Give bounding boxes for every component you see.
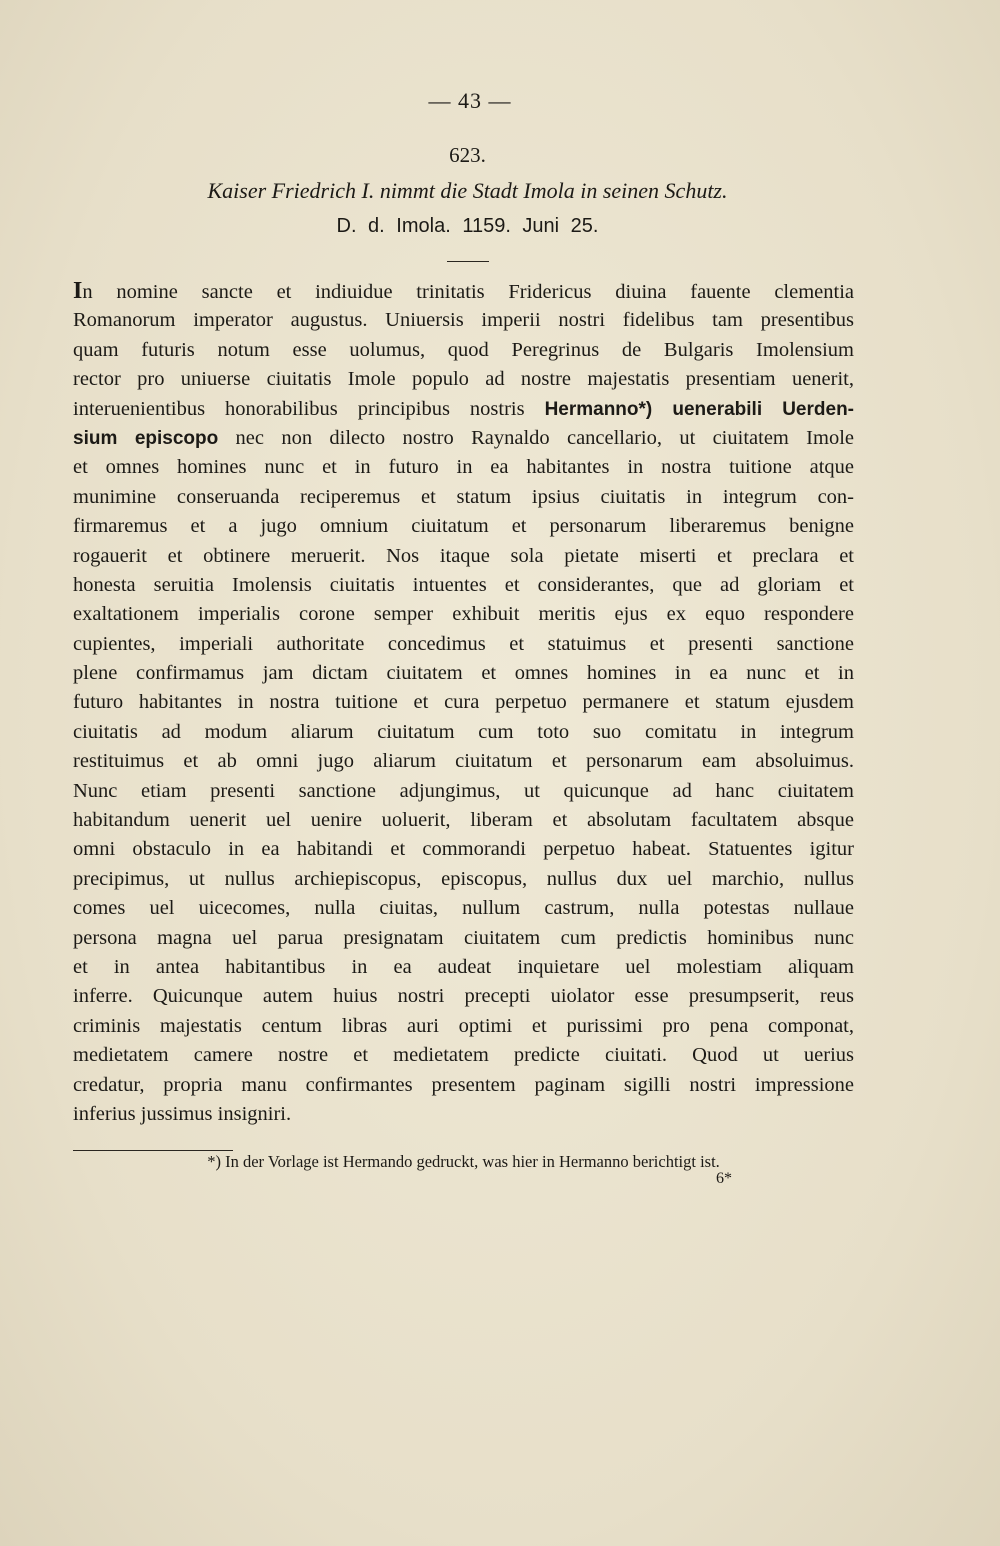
- text-line: [73, 982, 854, 1011]
- line-text: et in antea habitantibus in ea audeat inquietare uel molestiam aliquam: [73, 955, 854, 978]
- line-text: comes uel uicecomes, nulla ciuitas, nullum castrum, nulla potestas nullaue: [73, 897, 854, 920]
- line-text: exaltationem imperialis corone semper exhibuit meritis ejus ex equo respondere: [73, 603, 854, 626]
- text-line: [73, 306, 854, 335]
- text-line: [73, 365, 854, 394]
- line-text: medietatem camere nostre et medietatem predicte ciuitati. Quod ut uerius: [73, 1044, 854, 1067]
- text-line: [73, 1012, 854, 1041]
- text-line: [73, 512, 854, 541]
- signature-mark: 6*: [716, 1170, 732, 1187]
- text-line: [73, 453, 854, 482]
- line-text: cupientes, imperiali authoritate concedimus et statuimus et presenti sanctione: [73, 632, 854, 655]
- text-line: [73, 747, 854, 776]
- line-text: nec non dilecto nostro Raynaldo cancellario, ut ciuitatem Imole: [218, 426, 854, 449]
- document-number: 623.: [449, 143, 486, 167]
- text-line: [73, 924, 854, 953]
- line-text: plene confirmamus jam dictam ciuitatem et omnes homines in ea nunc et in: [73, 662, 854, 685]
- text-line: [73, 483, 854, 512]
- text-line: [73, 1041, 854, 1070]
- line-text: persona magna uel parua presignatam ciuitatem cum predictis hominibus nunc: [73, 926, 854, 949]
- date-line: D. d. Imola. 1159. Juni 25.: [336, 215, 599, 237]
- charter-text: [73, 277, 854, 1129]
- line-text: inferius jussimus insigniri.: [73, 1102, 292, 1125]
- text-line: [73, 395, 854, 424]
- line-text: restituimus et ab omni jugo aliarum ciuitatum et personarum eam absoluimus.: [73, 750, 854, 773]
- line-text: inferre. Quicunque autem huius nostri precepti uiolator esse presumpserit, reus: [73, 985, 854, 1008]
- footnote-rule: [73, 1150, 233, 1151]
- text-line: [73, 718, 854, 747]
- line-text: et omnes homines nunc et in futuro in ea habitantes in nostra tuitione atque: [73, 456, 854, 479]
- line-text: credatur, propria manu confirmantes presentem paginam sigilli nostri impressione: [73, 1073, 854, 1096]
- text-line: [73, 1071, 854, 1100]
- text-line: [73, 1100, 854, 1129]
- text-line: [73, 865, 854, 894]
- text-line: [73, 688, 854, 717]
- text-line: [73, 571, 854, 600]
- emphasized-name: Hermanno*) uenerabili Uerden-: [544, 398, 855, 420]
- initial-letter: I: [73, 278, 83, 304]
- line-text: interuenientibus honorabilibus principibus nostris: [73, 397, 545, 420]
- line-text: n nomine sancte et indiuidue trinitatis Fridericus diuina fauente clementia: [82, 281, 854, 303]
- text-line: [73, 777, 854, 806]
- emphasized-name: sium episcopo: [73, 427, 219, 449]
- page-number: — 43 —: [428, 88, 512, 113]
- text-line: [73, 953, 854, 982]
- line-text: futuro habitantes in nostra tuitione et cura perpetuo permanere et statum ejusdem: [73, 691, 854, 714]
- line-text: rector pro uniuerse ciuitatis Imole populo ad nostre majestatis presentiam uenerit,: [73, 368, 854, 391]
- line-text: precipimus, ut nullus archiepiscopus, episcopus, nullus dux uel marchio, nullus: [73, 867, 854, 890]
- line-text: rogauerit et obtinere meruerit. Nos itaque sola pietate miserti et preclara et: [73, 544, 854, 567]
- line-text: omni obstaculo in ea habitandi et commorandi perpetuo habeat. Statuentes igitur: [73, 838, 854, 861]
- line-text: honesta seruitia Imolensis ciuitatis intuentes et considerantes, que ad gloriam et: [73, 573, 854, 596]
- text-line: [73, 277, 854, 306]
- text-line: [73, 336, 854, 365]
- text-line: [73, 835, 854, 864]
- footnote: *) In der Vorlage ist Hermando gedruckt, was hier in Hermanno berichtigt ist.: [207, 1152, 720, 1171]
- text-line: [73, 424, 854, 453]
- line-text: Romanorum imperator augustus. Uniuersis imperii nostri fidelibus tam presentibus: [73, 309, 854, 332]
- line-text: ciuitatis ad modum aliarum ciuitatum cum toto suo comitatu in integrum: [73, 720, 854, 743]
- text-line: [73, 630, 854, 659]
- line-text: munimine conseruanda reciperemus et statum ipsius ciuitatis in integrum con-: [73, 485, 854, 508]
- text-line: [73, 806, 854, 835]
- text-line: [73, 600, 854, 629]
- line-text: criminis majestatis centum libras auri optimi et purissimi pro pena componat,: [73, 1014, 854, 1037]
- document-heading: Kaiser Friedrich I. nimmt die Stadt Imola in seinen Schutz.: [207, 178, 728, 203]
- text-line: [73, 542, 854, 571]
- text-line: [73, 894, 854, 923]
- line-text: habitandum uenerit uel uenire uoluerit, liberam et absolutam facultatem absque: [73, 809, 854, 832]
- line-text: Nunc etiam presenti sanctione adjungimus, ut quicunque ad hanc ciuitatem: [73, 779, 854, 802]
- text-line: [73, 659, 854, 688]
- line-text: firmaremus et a jugo omnium ciuitatum et personarum liberaremus benigne: [73, 515, 854, 538]
- heading-rule: [447, 261, 489, 262]
- line-text: quam futuris notum esse uolumus, quod Peregrinus de Bulgaris Imolensium: [73, 338, 854, 361]
